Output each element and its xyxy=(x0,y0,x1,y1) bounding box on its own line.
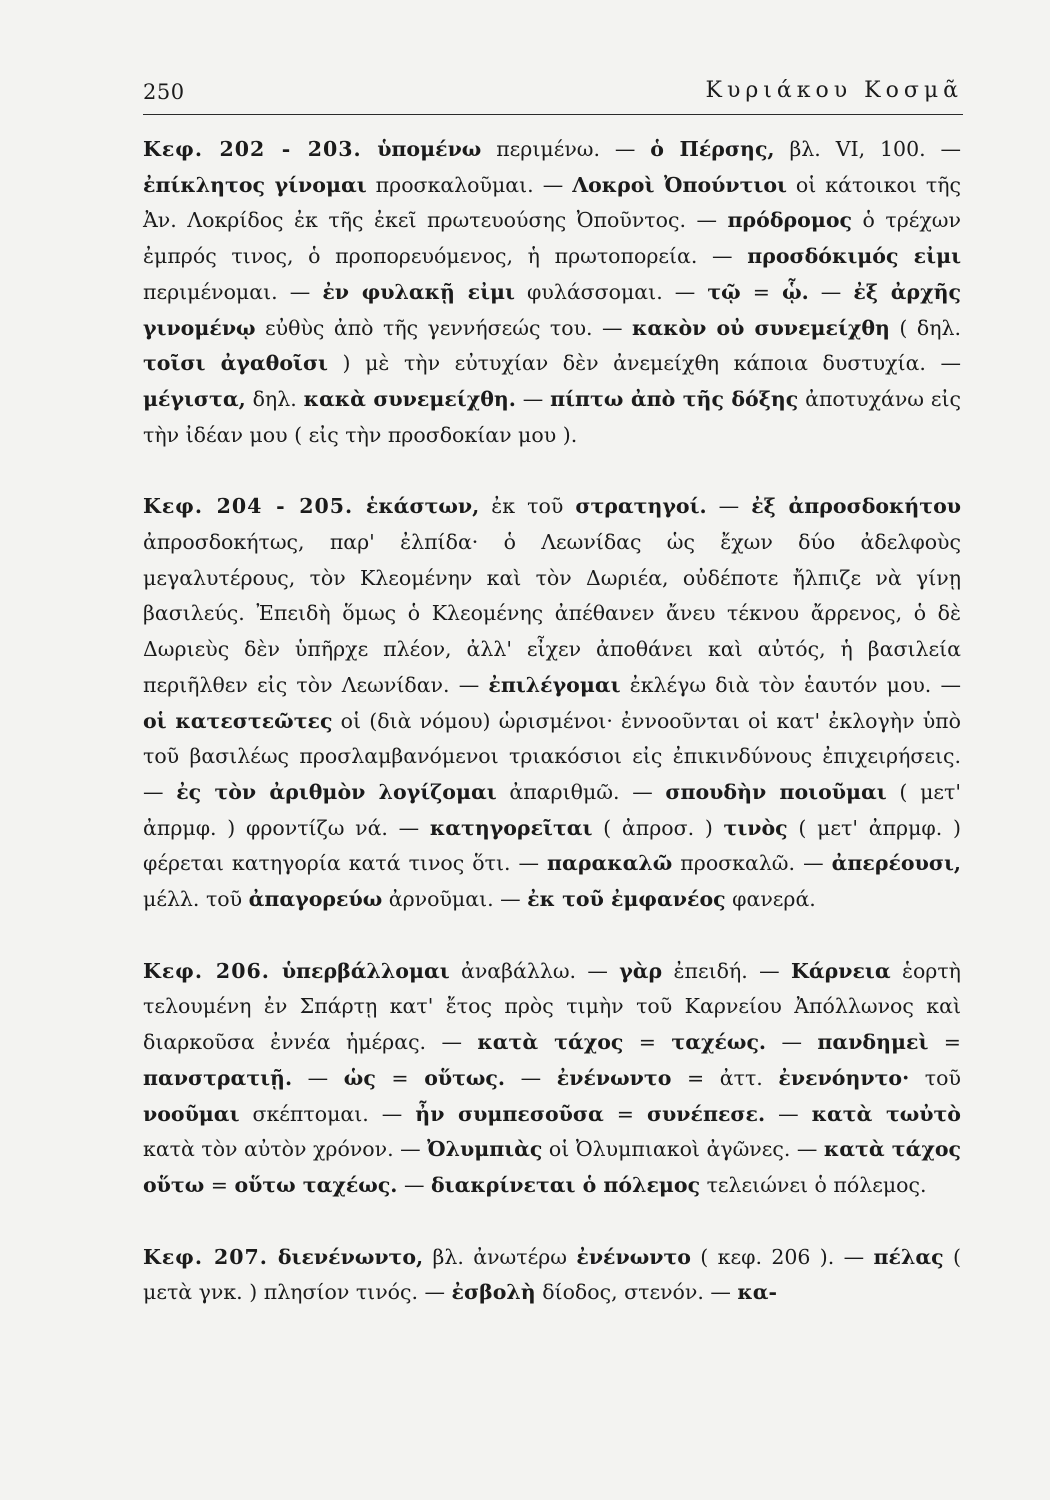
lemma-term: ὑπερβάλλομαι xyxy=(269,958,450,983)
lemma-term: ἐσβολὴ xyxy=(451,1280,536,1305)
lemma-term: ἐξ ἀρχῆς γινομένῳ xyxy=(143,279,961,340)
running-head: Κυριάκου Κοσμᾶ xyxy=(705,78,963,103)
gloss-text: φυλάσσομαι. — xyxy=(514,279,708,304)
gloss-text: = xyxy=(603,1101,647,1126)
gloss-text: μέλλ. τοῦ xyxy=(143,887,249,912)
gloss-text: ( κεφ. 206 ). — xyxy=(690,1244,874,1269)
gloss-text: = ἀττ. xyxy=(671,1065,779,1090)
gloss-text: ( μετ' ἀπρμφ. ) φροντίζω νά. — xyxy=(143,779,961,840)
paragraph-chapter-204-205 xyxy=(143,489,961,917)
lemma-term: κατηγορεῖται xyxy=(429,815,593,840)
paragraph-chapter-206 xyxy=(143,954,961,1204)
lemma-term: κακὸν οὐ συνεμείχθη xyxy=(631,315,890,340)
lemma-term: ὑπομένω xyxy=(361,137,482,161)
chapter-heading: Κεφ. 202 - 203. xyxy=(143,137,362,161)
gloss-text: ( μετ' ἀπρμφ. ) φέρεται κατηγορία κατά τινος ὅτι. — xyxy=(143,815,961,876)
lemma-term: διενένωντο, xyxy=(267,1244,424,1269)
lemma-term: πανδημεὶ xyxy=(817,1030,929,1055)
gloss-text: — xyxy=(515,386,551,411)
gloss-text: προσκαλοῦμαι. — xyxy=(366,172,573,197)
page-number: 250 xyxy=(143,80,185,104)
lemma-term: ἦν συμπεσοῦσα xyxy=(415,1101,604,1126)
lemma-term: τινὸς xyxy=(723,815,788,840)
chapter-heading: Κεφ. 207. xyxy=(143,1244,268,1269)
gloss-text: — xyxy=(808,279,854,304)
gloss-text: = xyxy=(740,279,783,304)
lemma-term: ἐν φυλακῇ εἰμι xyxy=(322,279,515,304)
gloss-text: ἀρνοῦμαι. — xyxy=(382,887,528,912)
gloss-text: = xyxy=(204,1172,235,1197)
lemma-term: Κάρνεια xyxy=(791,958,891,983)
lemma-term: ταχέως. xyxy=(671,1030,767,1055)
gloss-text: περιμένομαι. — xyxy=(143,279,323,304)
lemma-term: οὕτως. xyxy=(424,1065,506,1090)
gloss-text: φανερά. xyxy=(725,887,816,912)
lemma-term: ἐνένωντο xyxy=(556,1065,672,1090)
lemma-term: ἐκ τοῦ ἐμφανέος xyxy=(527,887,726,912)
paragraph-chapter-202-203 xyxy=(143,132,961,453)
lemma-term: Ὀλυμπιὰς xyxy=(427,1137,543,1162)
gloss-text: = xyxy=(375,1065,425,1090)
lemma-term: κατὰ τάχος οὕτω xyxy=(143,1137,961,1197)
lemma-term: σπουδὴν ποιοῦμαι xyxy=(665,779,887,804)
paragraph-chapter-207 xyxy=(143,1240,961,1311)
lemma-term: Λοκροὶ Ὀπούντιοι xyxy=(572,172,787,197)
gloss-text: κατὰ τὸν αὐτὸν χρόνον. — xyxy=(143,1137,428,1162)
lemma-term: τοῖσι ἀγαθοῖσι xyxy=(143,351,328,376)
gloss-text: ἐκ τοῦ xyxy=(479,494,576,519)
lemma-term: οὕτω ταχέως. xyxy=(234,1172,398,1197)
lemma-term: ἐπίκλητος γίνομαι xyxy=(143,172,367,197)
gloss-text: ἀπροσδοκήτως, παρ' ἐλπίδα· ὁ Λεωνίδας ὡς ἔχων δύο ἀδελφοὺς μεγαλυτέρους, τὸν Κλεομένην καὶ τὸν Δωριέα, οὐδέποτε ἤλπιζε νὰ γίνῃ βασιλεύς. Ἐπειδὴ ὅμως ὁ Κλεομένης ἀπέθανεν ἄνευ τέκνου ἄρρενος, ὁ δὲ Δωριεὺς δὲν ὑπῆρχε πλέον, ἀλλ' εἶχεν ἀποθάνει καὶ αὐτός, ἡ βασιλεία περιῆλθεν εἰς τὸν Λεωνίδαν. — xyxy=(143,530,961,697)
gloss-text: οἱ κάτοικοι τῆς Ἀν. Λοκρίδος ἐκ τῆς ἐκεῖ πρωτευούσης Ὀποῦντος. — xyxy=(143,172,961,233)
gloss-text: προσκαλῶ. — xyxy=(672,851,832,876)
lemma-term: ἐς τὸν ἀριθμὸν λογίζομαι xyxy=(176,779,497,804)
gloss-text: τοῦ xyxy=(909,1065,961,1090)
lemma-term: συνέπεσε. xyxy=(646,1101,766,1126)
lemma-term: πρόδρομος xyxy=(727,208,852,233)
gloss-text: ἐκλέγω διὰ τὸν ἑαυτόν μου. — xyxy=(620,672,961,697)
lemma-term: παρακαλῶ xyxy=(547,851,673,876)
gloss-text: δίοδος, στενόν. — xyxy=(535,1280,738,1305)
lemma-term: μέγιστα, xyxy=(143,386,246,411)
gloss-text: οἱ (διὰ νόμου) ὡρισμένοι· ἐννοοῦνται οἱ κατ' ἐκλογὴν ὑπὸ τοῦ βασιλέως προσλαμβανόμενοι τριακόσιοι εἰς ἐπικινδύνους ἐπιχειρήσεις. — xyxy=(143,708,961,804)
gloss-text: ἀναβάλλω. — xyxy=(449,958,620,983)
lemma-term: κα- xyxy=(737,1280,778,1305)
gloss-text: ( ἀπροσ. ) xyxy=(592,815,724,840)
gloss-text: τελειώνει ὁ πόλεμος. xyxy=(700,1172,927,1197)
gloss-text: = xyxy=(623,1030,672,1055)
gloss-text: ) μὲ τὴν εὐτυχίαν δὲν ἀνεμείχθη κάποια δυστυχία. — xyxy=(327,351,961,376)
lemma-term: ἀπερέουσι, xyxy=(831,851,961,876)
gloss-text: ἀποτυχάνω εἰς τὴν ἰδέαν μου ( εἰς τὴν προσδοκίαν μου ). xyxy=(143,386,961,447)
lemma-term: πανστρατιῇ. xyxy=(143,1065,293,1090)
chapter-heading: Κεφ. 206. xyxy=(143,958,270,983)
gloss-text: — xyxy=(765,1101,812,1126)
gloss-text: ( μετὰ γνκ. ) πλησίον τινός. — xyxy=(143,1244,962,1305)
gloss-text: ὁ τρέχων ἐμπρός τινος, ὁ προπορευόμενος, ἡ πρωτοπορεία. — xyxy=(143,208,961,269)
gloss-text: — xyxy=(292,1065,344,1090)
lemma-term: ἐνενόηντο· xyxy=(778,1065,910,1090)
gloss-text: — xyxy=(397,1172,431,1197)
lemma-term: προσδόκιμός εἰμι xyxy=(747,244,961,269)
gloss-text: βλ. VI, 100. — xyxy=(774,137,962,161)
gloss-text: ἑορτὴ τελουμένη ἐν Σπάρτῃ κατ' ἔτος πρὸς τιμὴν τοῦ Καρνείου Ἀπόλλωνος καὶ διαρκοῦσα ἐννέα ἡμέρας. — xyxy=(143,958,961,1055)
lemma-term: ἀπαγορεύω xyxy=(248,887,383,912)
gloss-text: βλ. ἀνωτέρω xyxy=(423,1244,577,1269)
lemma-term: ὁ Πέρσης, xyxy=(650,137,775,161)
lemma-term: πίπτω ἀπὸ τῆς δόξης xyxy=(550,386,799,411)
gloss-text: ἐπειδή. — xyxy=(662,958,791,983)
lemma-term: διακρίνεται ὁ πόλεμος xyxy=(430,1172,701,1197)
gloss-text: — xyxy=(766,1030,818,1055)
lemma-term: τῷ xyxy=(707,279,741,304)
lemma-term: ᾧ. xyxy=(782,279,809,304)
lemma-term: νοοῦμαι xyxy=(143,1101,240,1126)
lemma-term: γὰρ xyxy=(619,958,663,983)
chapter-heading: Κεφ. 204 - 205. xyxy=(143,494,354,519)
lemma-term: ἐπιλέγομαι xyxy=(488,672,621,697)
gloss-text: οἱ Ὀλυμπιακοὶ ἀγῶνες. — xyxy=(542,1137,824,1162)
gloss-text: ἀπαριθμῶ. — xyxy=(496,779,666,804)
gloss-text: = xyxy=(928,1030,961,1055)
lemma-term: στρατηγοί. xyxy=(575,494,707,519)
gloss-text: εὐθὺς ἀπὸ τῆς γεννήσεώς του. — xyxy=(255,315,632,340)
gloss-text: ( δηλ. xyxy=(889,315,961,340)
gloss-text: — xyxy=(505,1065,557,1090)
gloss-text: δηλ. xyxy=(245,386,304,411)
lemma-term: ὡς xyxy=(343,1065,376,1090)
lemma-term: κατὰ τάχος xyxy=(477,1030,624,1055)
lemma-term: ἐνένωντο xyxy=(576,1244,691,1269)
lemma-term: οἱ κατεστεῶτες xyxy=(143,708,333,733)
lemma-term: ἑκάστων, xyxy=(353,494,480,519)
lemma-term: ἐξ ἀπροσδοκήτου xyxy=(751,494,961,519)
gloss-text: περιμένω. — xyxy=(481,137,651,161)
lemma-term: κατὰ τωὐτὸ xyxy=(811,1101,961,1126)
lemma-term: πέλας xyxy=(873,1244,944,1269)
commentary-body xyxy=(143,132,961,1347)
gloss-text: σκέπτομαι. — xyxy=(239,1101,416,1126)
page-header xyxy=(143,74,963,115)
lemma-term: κακὰ συνεμείχθη. xyxy=(303,386,516,411)
gloss-text: — xyxy=(706,494,752,519)
